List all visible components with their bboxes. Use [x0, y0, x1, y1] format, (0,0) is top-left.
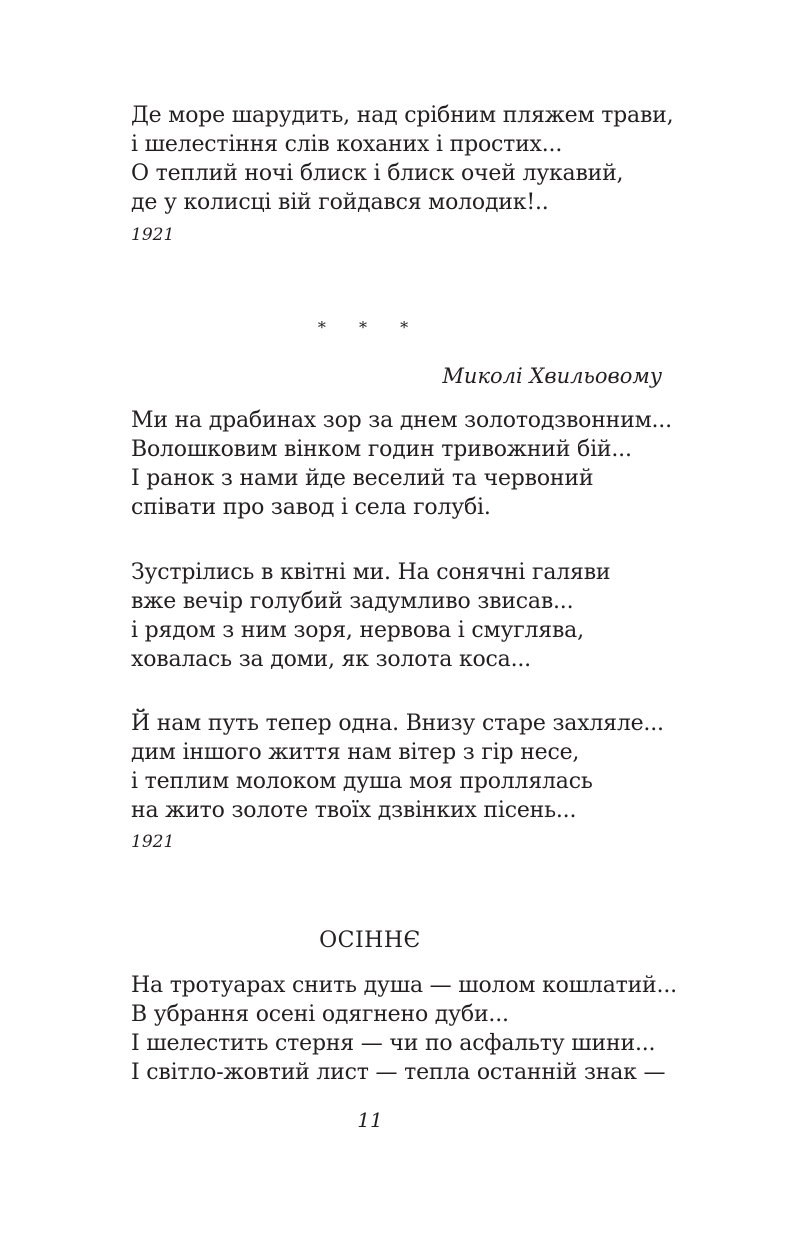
poem-date: 1921	[131, 832, 175, 852]
poem-line: дим іншого життя нам вітер з гір несе,	[131, 740, 580, 765]
section-separator-stars: * * *	[317, 318, 423, 337]
poem-line: І ранок з нами йде веселий та червоний	[131, 466, 594, 491]
poem-line: Волошковим вінком годин тривожний бій...	[131, 437, 632, 462]
page-number: 11	[357, 1108, 383, 1132]
poem-line: Де море шарудить, над срібним пляжем трави,	[131, 103, 674, 128]
poem-line: і шелестіння слів коханих і простих...	[131, 132, 563, 157]
poem-line: на жито золоте твоїх дзвінких пісень...	[131, 798, 577, 823]
poem-line: і рядом з ним зоря, нервова і смуглява,	[131, 618, 584, 643]
poem-line: і теплим молоком душа моя проллялась	[131, 769, 593, 794]
poem-line: І шелестить стерня — чи по асфальту шини...	[131, 1031, 656, 1056]
poem-date: 1921	[131, 225, 175, 245]
poem-line: Зустрілись в квітні ми. На сонячні галяви	[131, 560, 611, 585]
poem-line: ховалась за доми, як золота коса...	[131, 647, 531, 672]
poem-line: Й нам путь тепер одна. Внизу старе захляле...	[131, 711, 664, 736]
dedication: Миколі Хвильовому	[442, 364, 662, 388]
poem-line: Ми на драбинах зор за днем золотодзвонним...	[131, 408, 672, 433]
poem-line: вже вечір голубий задумливо звисав...	[131, 589, 574, 614]
poem-line: В убрання осені одягнено дуби...	[131, 1002, 509, 1027]
poem-line: І світло-жовтий лист — тепла останній знак —	[131, 1060, 666, 1085]
poem-line: де у колисці вій гойдався молодик!..	[131, 190, 549, 215]
poem-line: На тротуарах снить душа — шолом кошлатий...	[131, 973, 677, 998]
poem-line: співати про завод і села голубі.	[131, 495, 491, 520]
poem-line: О теплий ночі блиск і блиск очей лукавий,	[131, 161, 624, 186]
poem-title: ОСІННЄ	[319, 928, 421, 953]
